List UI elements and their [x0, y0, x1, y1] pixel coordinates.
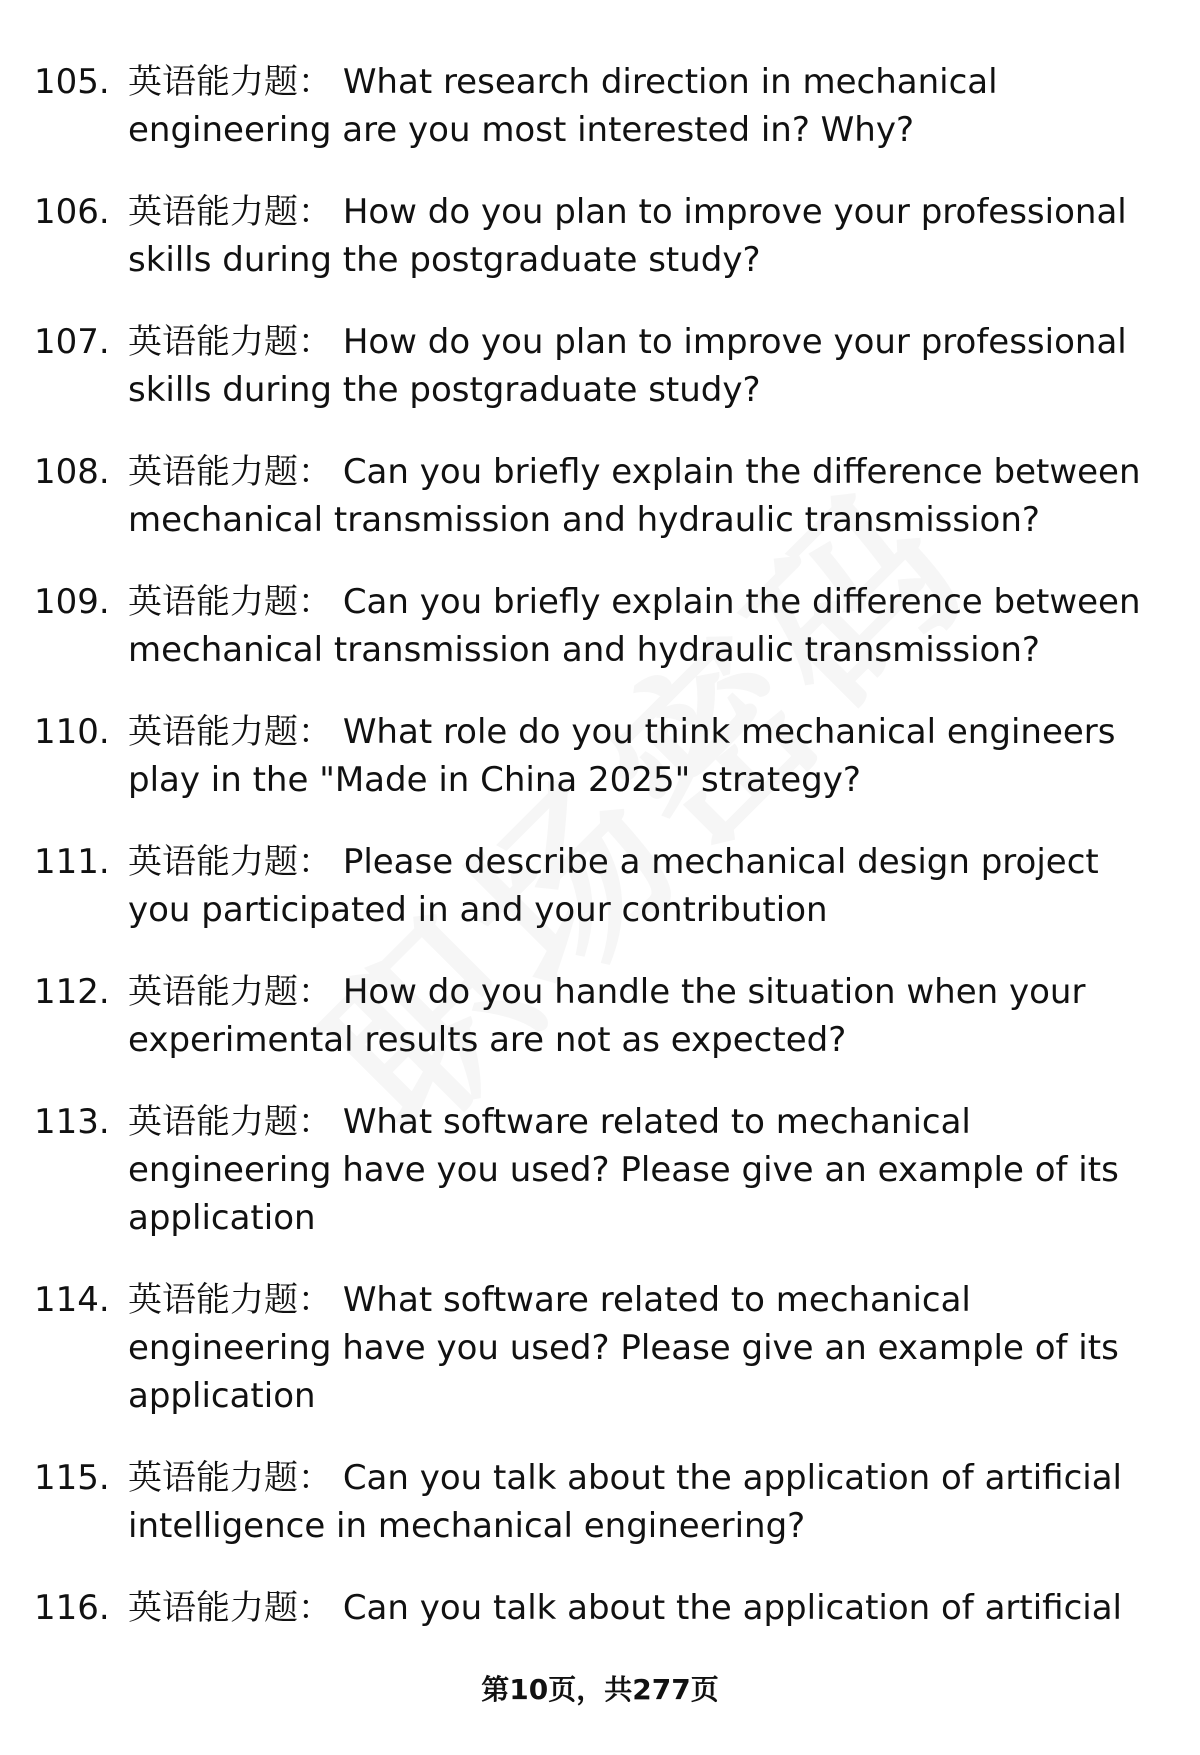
question-number: 115.: [34, 1458, 110, 1498]
question-category: 英语能力题：: [128, 1588, 332, 1628]
question-item: [0, 838, 1158, 934]
question-item: [0, 1584, 1158, 1632]
question-number: 111.: [34, 842, 110, 882]
question-list: [0, 58, 1200, 1666]
question-item: [0, 1098, 1158, 1242]
question-item: [0, 1276, 1158, 1420]
question-number: 105.: [34, 62, 110, 102]
question-text: How do you plan to improve your professional skills during the postgraduate study?: [128, 192, 1127, 280]
question-item: [0, 968, 1158, 1064]
question-category: 英语能力题：: [128, 712, 332, 752]
question-category: 英语能力题：: [128, 62, 332, 102]
question-number: 107.: [34, 322, 110, 362]
question-item: [0, 58, 1158, 154]
question-item: [0, 188, 1158, 284]
question-text: What research direction in mechanical engineering are you most interested in? Why?: [128, 62, 998, 150]
question-number: 108.: [34, 452, 110, 492]
question-category: 英语能力题：: [128, 1458, 332, 1498]
question-text: How do you plan to improve your professional skills during the postgraduate study?: [128, 322, 1127, 410]
question-item: [0, 318, 1158, 414]
question-category: 英语能力题：: [128, 192, 332, 232]
question-category: 英语能力题：: [128, 452, 332, 492]
question-item: [0, 578, 1158, 674]
question-number: 106.: [34, 192, 110, 232]
question-text: Can you briefly explain the difference between mechanical transmission and hydraulic transmission?: [128, 452, 1141, 540]
question-number: 112.: [34, 972, 110, 1012]
question-category: 英语能力题：: [128, 1280, 332, 1320]
question-number: 116.: [34, 1588, 110, 1628]
question-category: 英语能力题：: [128, 582, 332, 622]
question-item: [0, 448, 1158, 544]
question-number: 113.: [34, 1102, 110, 1142]
question-text: Can you talk about the application of artificial intelligence in mechanical engineering?: [128, 1458, 1123, 1546]
question-number: 110.: [34, 712, 110, 752]
question-item: [0, 708, 1158, 804]
question-text: Can you briefly explain the difference between mechanical transmission and hydraulic transmission?: [128, 582, 1141, 670]
question-number: 109.: [34, 582, 110, 622]
question-text: Can you talk about the application of artificial: [342, 1588, 1123, 1628]
question-text: What role do you think mechanical engineers play in the "Made in China 2025" strategy?: [128, 712, 1116, 800]
question-number: 114.: [34, 1280, 110, 1320]
question-text: How do you handle the situation when your experimental results are not as expected?: [128, 972, 1086, 1060]
question-category: 英语能力题：: [128, 1102, 332, 1142]
page-footer: 第10页，共277页: [481, 1673, 719, 1706]
question-category: 英语能力题：: [128, 322, 332, 362]
question-text: Please describe a mechanical design project you participated in and your contribution: [128, 842, 1099, 930]
question-category: 英语能力题：: [128, 972, 332, 1012]
question-text: What software related to mechanical engineering have you used? Please give an example of its application: [128, 1280, 1119, 1416]
question-text: What software related to mechanical engineering have you used? Please give an example of its application: [128, 1102, 1119, 1238]
question-item: [0, 1454, 1158, 1550]
question-category: 英语能力题：: [128, 842, 332, 882]
